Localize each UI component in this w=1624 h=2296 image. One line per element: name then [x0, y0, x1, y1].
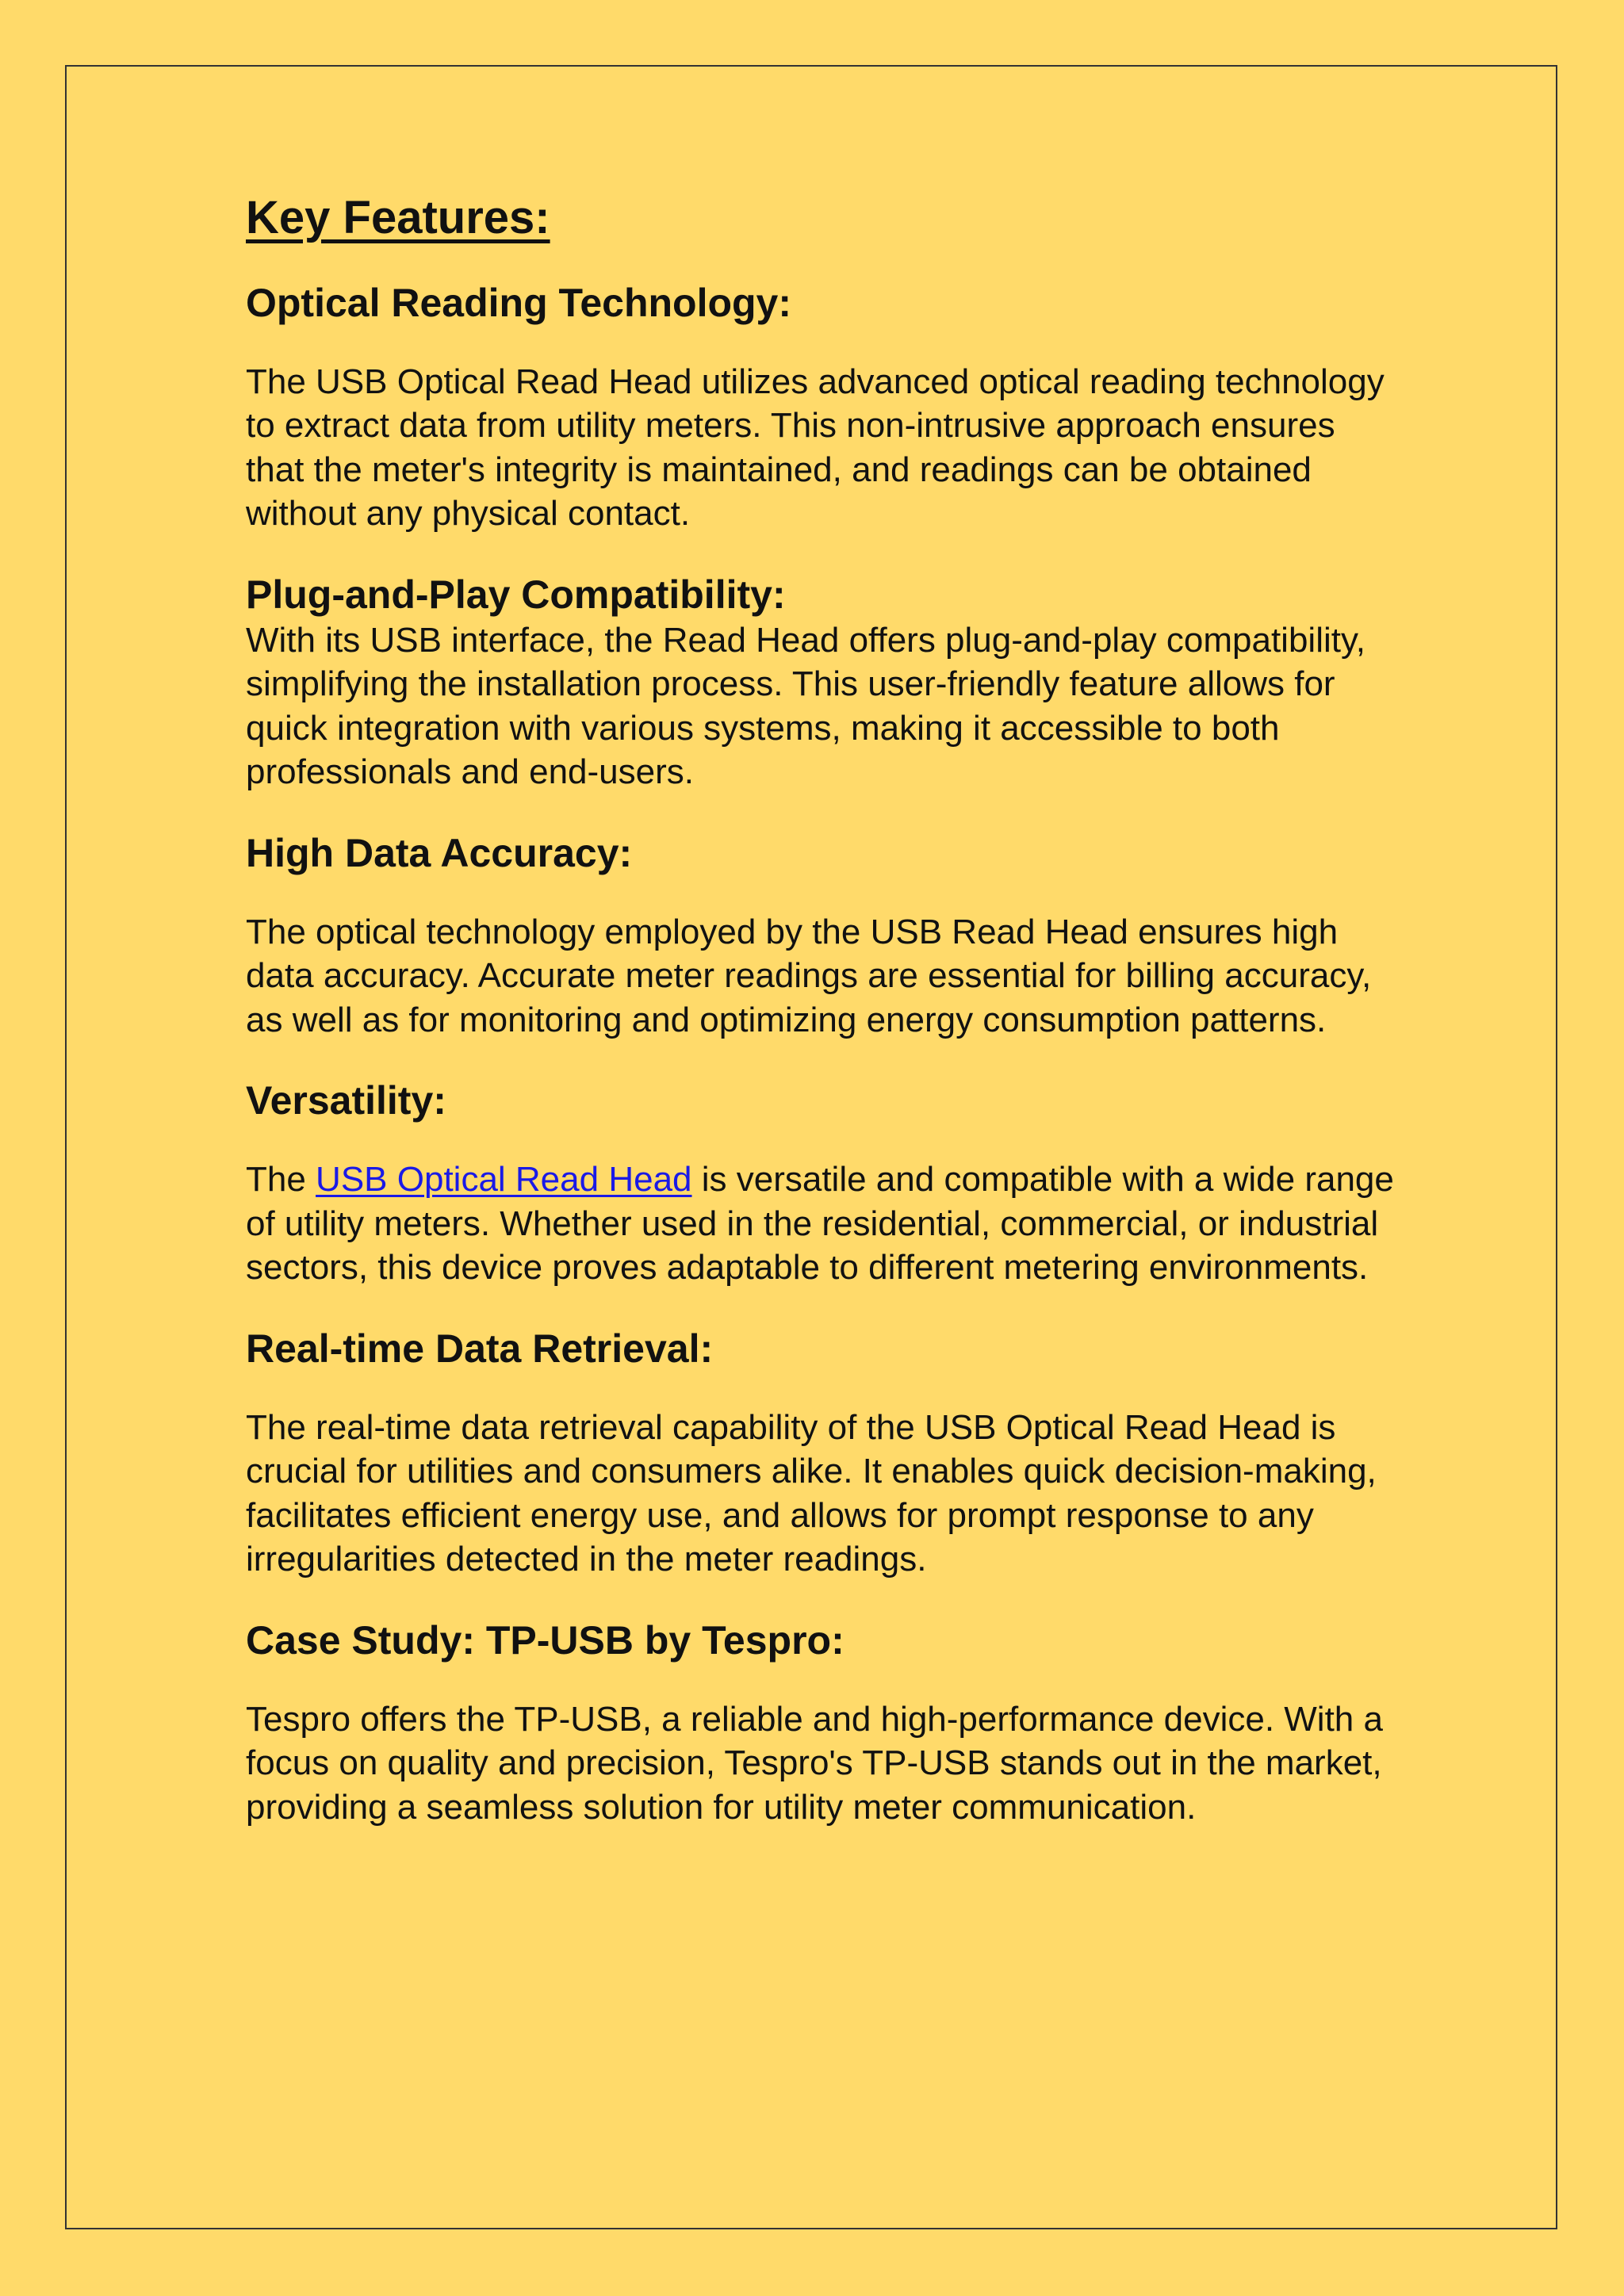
- section-paragraph-plug-and-play: With its USB interface, the Read Head offers plug-and-play compatibility, simplifying the installation process. This user-friendly feature allows for quick integration with various systems, making it accessible to both professionals and end-users.: [246, 620, 1365, 792]
- section-paragraph-high-data-accuracy: [246, 910, 1396, 1043]
- section-heading-case-study: Case Study: TP-USB by Tespro:: [246, 1617, 845, 1663]
- section-paragraph-versatility: [246, 1158, 1396, 1290]
- page-title: Key Features:: [246, 192, 550, 243]
- section-heading-versatility: Versatility:: [246, 1078, 446, 1123]
- section-heading-optical-reading: Optical Reading Technology:: [246, 280, 792, 325]
- section-heading-high-data-accuracy: High Data Accuracy:: [246, 830, 633, 875]
- paragraph-text: The optical technology employed by the USB Read Head ensures high data accuracy. Accurate meter readings are essential for billing accuracy, as well as for monitoring and optimizing energy consumption patterns.: [246, 912, 1372, 1039]
- document-content: [246, 190, 1396, 1829]
- usb-optical-read-head-link[interactable]: USB Optical Read Head: [316, 1160, 692, 1200]
- paragraph-suffix: is versatile and compatible with a wide range of utility meters. Whether used in the residential, commercial, or industrial sectors, this device proves adaptable to different metering environments.: [246, 1160, 1394, 1288]
- section-heading-real-time-data: Real-time Data Retrieval:: [246, 1326, 714, 1371]
- section-paragraph-case-study: Tespro offers the TP-USB, a reliable and high-performance device. With a focus on quality and precision, Tespro's TP-USB stands out in the market, providing a seamless solution for utility meter communication.: [246, 1699, 1383, 1827]
- section-paragraph-real-time-data: The real-time data retrieval capability of the USB Optical Read Head is crucial for utilities and consumers alike. It enables quick decision-making, facilitates efficient energy use, and allows for prompt response to any irregularities detected in the meter readings.: [246, 1407, 1377, 1579]
- section-heading-plug-and-play: Plug-and-Play Compatibility:: [246, 572, 786, 617]
- section-paragraph-optical-reading: The USB Optical Read Head utilizes advanced optical reading technology to extract data from utility meters. This non-intrusive approach ensures that the meter's integrity is maintained, and readings can be obtained without any physical contact.: [246, 362, 1385, 534]
- paragraph-prefix: The: [246, 1160, 316, 1200]
